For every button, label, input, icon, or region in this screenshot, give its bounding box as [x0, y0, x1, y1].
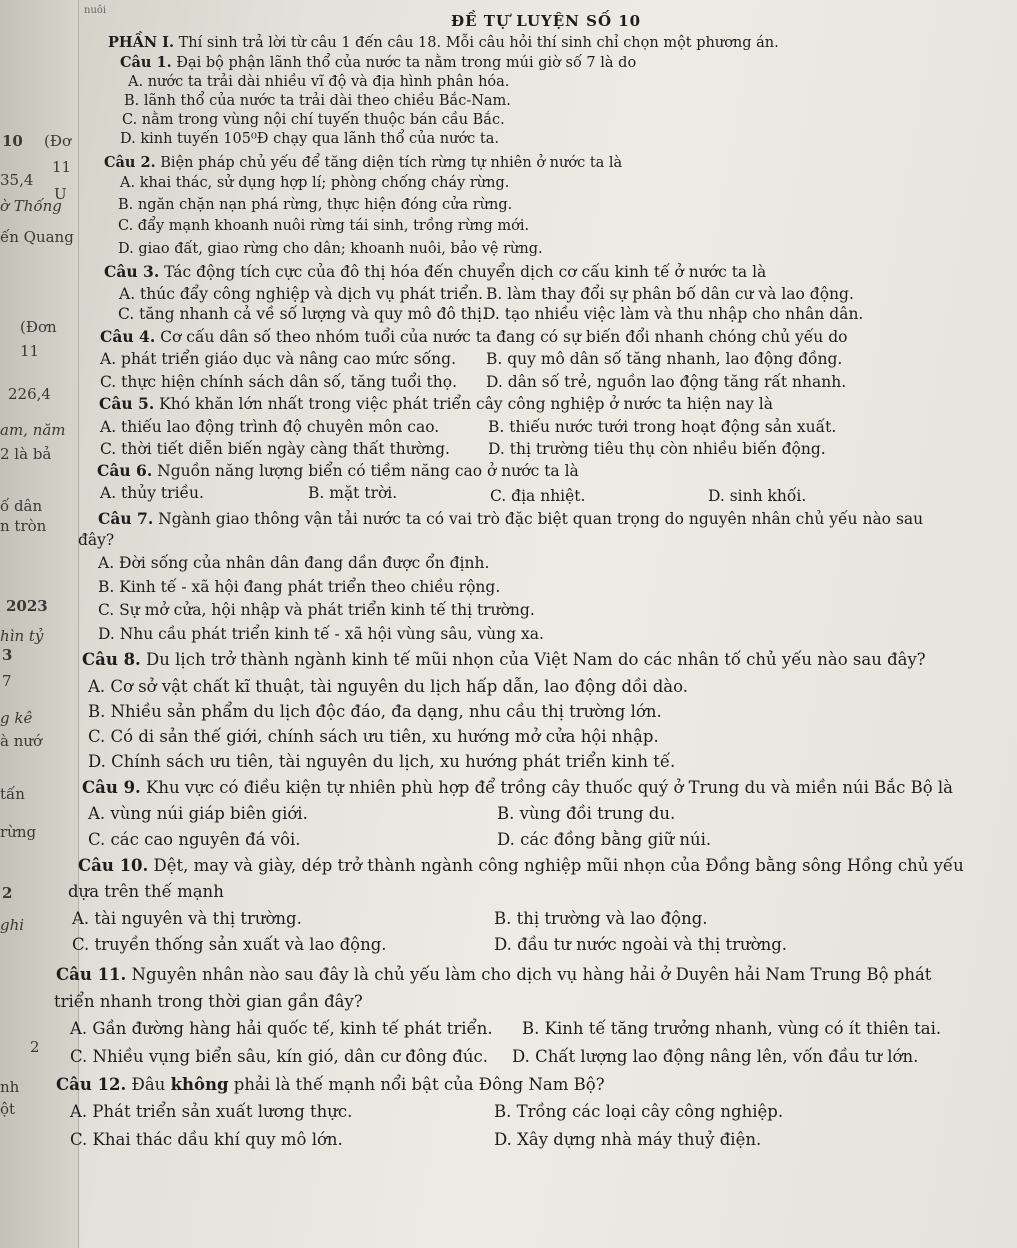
option[interactable]: D. giao đất, giao rừng cho dân; khoanh nuôi, bảo vệ rừng. [118, 241, 543, 257]
exam-title: ĐỀ TỰ LUYỆN SỐ 10 [451, 12, 642, 30]
option[interactable]: A. thúc đẩy công nghiệp và dịch vụ phát triển. [119, 285, 484, 303]
margin-fragment: 35,4 [0, 171, 34, 189]
option[interactable]: C. Khai thác dầu khí quy mô lớn. [70, 1130, 343, 1149]
question-5 [99, 395, 773, 413]
option[interactable]: B. quy mô dân số tăng nhanh, lao động đồng. [486, 350, 843, 368]
question-label: Câu 7. [98, 509, 154, 528]
question-text: Nguồn năng lượng biển có tiềm năng cao ở nước ta là [157, 462, 579, 480]
margin-fragment: g kê [0, 709, 33, 727]
option[interactable]: D. đầu tư nước ngoài và thị trường. [494, 935, 788, 954]
question-text: Dệt, may và giày, dép trở thành ngành công nghiệp mũi nhọn của Đồng bằng sông Hồng chủ yếu [153, 856, 964, 875]
option[interactable]: C. tăng nhanh cả về số lượng và quy mô đô thị. [118, 305, 487, 323]
option[interactable]: D. thị trường tiêu thụ còn nhiều biến động. [488, 440, 826, 458]
option[interactable]: D. dân số trẻ, nguồn lao động tăng rất nhanh. [486, 373, 847, 391]
option[interactable]: B. Kinh tế tăng trưởng nhanh, vùng có ít thiên tai. [522, 1019, 942, 1038]
margin-fragment: ờ Thống [0, 197, 62, 215]
option[interactable]: B. Kinh tế - xã hội đang phát triển theo chiều rộng. [98, 578, 501, 596]
question-6 [97, 462, 579, 480]
option[interactable]: D. các đồng bằng giữ núi. [497, 830, 712, 849]
question-9 [82, 779, 953, 797]
option[interactable]: B. vùng đồi trung du. [497, 804, 676, 823]
question-label: Câu 10. [78, 856, 149, 875]
question-label: Câu 5. [99, 394, 155, 413]
margin-fragment: (Đơn [20, 318, 57, 336]
margin-fragment: n tròn [0, 517, 47, 535]
margin-fragment: ột [0, 1100, 16, 1118]
question-2 [104, 154, 622, 172]
option[interactable]: B. Nhiều sản phẩm du lịch độc đáo, đa dạng, nhu cầu thị trường lớn. [88, 702, 662, 721]
question-label: Câu 8. [82, 650, 141, 669]
option[interactable]: A. thủy triều. [100, 484, 204, 502]
option[interactable]: D. Nhu cầu phát triển kinh tế - xã hội vùng sâu, vùng xa. [98, 625, 544, 643]
margin-fragment: 2 là bả [0, 445, 52, 463]
margin-fragment: U [54, 185, 67, 203]
option[interactable]: A. nước ta trải dài nhiều vĩ độ và địa hình phân hóa. [128, 74, 510, 90]
margin-fragment: ố dân [0, 497, 43, 515]
margin-fragment: 11 [20, 342, 40, 360]
option[interactable]: C. Sự mở cửa, hội nhập và phát triển kinh tế thị trường. [98, 601, 535, 619]
margin-fragment: 11 [52, 158, 72, 176]
margin-fragment: 2 [30, 1038, 40, 1056]
question-label: Câu 11. [56, 965, 127, 984]
option[interactable]: D. kinh tuyến 105⁰Đ chạy qua lãnh thổ của nước ta. [120, 131, 499, 147]
option[interactable]: D. Chính sách ưu tiên, tài nguyên du lịch, xu hướng phát triển kinh tế. [88, 752, 676, 771]
question-text: Tác động tích cực của đô thị hóa đến chuyển dịch cơ cấu kinh tế ở nước ta là [164, 263, 767, 281]
option[interactable]: C. đẩy mạnh khoanh nuôi rừng tái sinh, trồng rừng mới. [118, 218, 530, 234]
option[interactable]: D. sinh khối. [708, 487, 807, 505]
option[interactable]: A. thiếu lao động trình độ chuyên môn cao. [100, 418, 440, 436]
question-text: Du lịch trở thành ngành kinh tế mũi nhọn của Việt Nam do các nhân tố chủ yếu nào sau đây? [146, 650, 926, 669]
corner-fragment: nuôi [84, 5, 107, 16]
option[interactable]: A. vùng núi giáp biên giới. [88, 804, 308, 823]
question-text: Nguyên nhân nào sau đây là chủ yếu làm cho dịch vụ hàng hải ở Duyên hải Nam Trung Bộ phát [131, 965, 932, 984]
question-text-pre: Đâu [131, 1075, 171, 1094]
question-text: Biện pháp chủ yếu để tăng diện tích rừng tự nhiên ở nước ta là [160, 155, 623, 171]
question-label: Câu 12. [56, 1075, 127, 1094]
question-text: Cơ cấu dân số theo nhóm tuổi của nước ta đang có sự biến đổi nhanh chóng chủ yếu do [160, 328, 848, 346]
option[interactable]: C. Nhiều vụng biển sâu, kín gió, dân cư đông đúc. [70, 1047, 488, 1066]
margin-fragment: rừng [0, 823, 37, 841]
question-10-continued: dựa trên thế mạnh [68, 882, 224, 901]
option[interactable]: B. thiếu nước tưới trong hoạt động sản xuất. [488, 418, 837, 436]
question-4 [100, 328, 847, 346]
margin-fragment: (Đơ [44, 132, 71, 150]
margin-fragment: nh [0, 1078, 20, 1096]
option[interactable]: B. Trồng các loại cây công nghiệp. [494, 1102, 784, 1121]
question-label: Câu 9. [82, 778, 141, 797]
option[interactable]: B. ngăn chặn nạn phá rừng, thực hiện đóng cửa rừng. [118, 197, 513, 213]
question-label: Câu 3. [104, 262, 160, 281]
question-text: Khó khăn lớn nhất trong việc phát triển cây công nghiệp ở nước ta hiện nay là [159, 395, 773, 413]
question-label: Câu 2. [104, 154, 156, 171]
question-1 [120, 54, 636, 72]
option[interactable]: C. địa nhiệt. [490, 487, 586, 505]
margin-fragment: 2 [2, 884, 13, 902]
question-12 [56, 1076, 605, 1094]
question-label: Câu 4. [100, 327, 156, 346]
part-heading: PHẦN I. [108, 34, 174, 51]
part-text: Thí sinh trả lời từ câu 1 đến câu 18. Mỗi câu hỏi thí sinh chỉ chọn một phương án. [178, 35, 779, 51]
margin-fragment: am, năm [0, 421, 66, 439]
option[interactable]: A. Phát triển sản xuất lương thực. [70, 1102, 353, 1121]
option[interactable]: C. thực hiện chính sách dân số, tăng tuổi thọ. [100, 373, 457, 391]
question-7 [98, 510, 923, 528]
margin-fragment: hìn tỷ [0, 627, 44, 645]
margin-fragment: tấn [0, 785, 25, 803]
question-text: Khu vực có điều kiện tự nhiên phù hợp để trồng cây thuốc quý ở Trung du và miền núi Bắc Bộ là [146, 778, 954, 797]
margin-fragment: ến Quang [0, 228, 74, 246]
margin-fragment: 2023 [6, 597, 48, 615]
option[interactable]: B. lãnh thổ của nước ta trải dài theo chiều Bắc-Nam. [124, 93, 511, 109]
option[interactable]: C. nằm trong vùng nội chí tuyến thuộc bán cầu Bắc. [122, 112, 505, 128]
question-label: Câu 1. [120, 54, 172, 71]
option[interactable]: A. phát triển giáo dục và nâng cao mức sống. [100, 350, 457, 368]
question-3 [104, 263, 766, 281]
margin-fragment: 7 [2, 672, 12, 690]
margin-fragment: 10 [2, 132, 23, 150]
option[interactable]: D. Chất lượng lao động nâng lên, vốn đầu tư lớn. [512, 1047, 919, 1066]
option[interactable]: A. tài nguyên và thị trường. [72, 909, 302, 928]
question-7-continued: đây? [78, 531, 115, 549]
option[interactable]: C. thời tiết diễn biến ngày càng thất thường. [100, 440, 450, 458]
question-10 [78, 857, 964, 875]
question-8 [82, 651, 926, 669]
option[interactable]: A. Gần đường hàng hải quốc tế, kinh tế phát triển. [70, 1019, 493, 1038]
question-text-emphasis: không [170, 1075, 229, 1094]
option[interactable]: C. truyền thống sản xuất và lao động. [72, 935, 387, 954]
question-label: Câu 6. [97, 461, 153, 480]
option[interactable]: C. các cao nguyên đá vôi. [88, 830, 301, 849]
option[interactable]: A. khai thác, sử dụng hợp lí; phòng chống cháy rừng. [120, 175, 510, 191]
option[interactable]: A. Đời sống của nhân dân đang dần được ổn định. [98, 554, 490, 572]
margin-fragment: ghi [0, 916, 25, 934]
option[interactable]: D. tạo nhiều việc làm và thu nhập cho nhân dân. [483, 305, 864, 323]
question-11-continued: triển nhanh trong thời gian gần đây? [54, 992, 363, 1011]
option[interactable]: D. Xây dựng nhà máy thuỷ điện. [494, 1130, 762, 1149]
option[interactable]: B. làm thay đổi sự phân bố dân cư và lao động. [486, 285, 854, 303]
option[interactable]: B. mặt trời. [308, 484, 398, 502]
question-11 [56, 966, 931, 984]
question-text-post: phải là thế mạnh nổi bật của Đông Nam Bộ? [228, 1075, 605, 1094]
margin-fragment: à nướ [0, 732, 43, 750]
question-text: Đại bộ phận lãnh thổ của nước ta nằm trong múi giờ số 7 là do [176, 55, 637, 71]
option[interactable]: B. thị trường và lao động. [494, 909, 708, 928]
margin-fragment: 3 [2, 646, 13, 664]
question-text: Ngành giao thông vận tải nước ta có vai trò đặc biệt quan trọng do nguyên nhân chủ yếu nào sau [158, 510, 924, 528]
option[interactable]: C. Có di sản thế giới, chính sách ưu tiên, xu hướng mở cửa hội nhập. [88, 727, 659, 746]
part-instructions [108, 34, 779, 52]
margin-fragment: 226,4 [8, 385, 51, 403]
option[interactable]: A. Cơ sở vật chất kĩ thuật, tài nguyên du lịch hấp dẫn, lao động dồi dào. [88, 677, 688, 696]
